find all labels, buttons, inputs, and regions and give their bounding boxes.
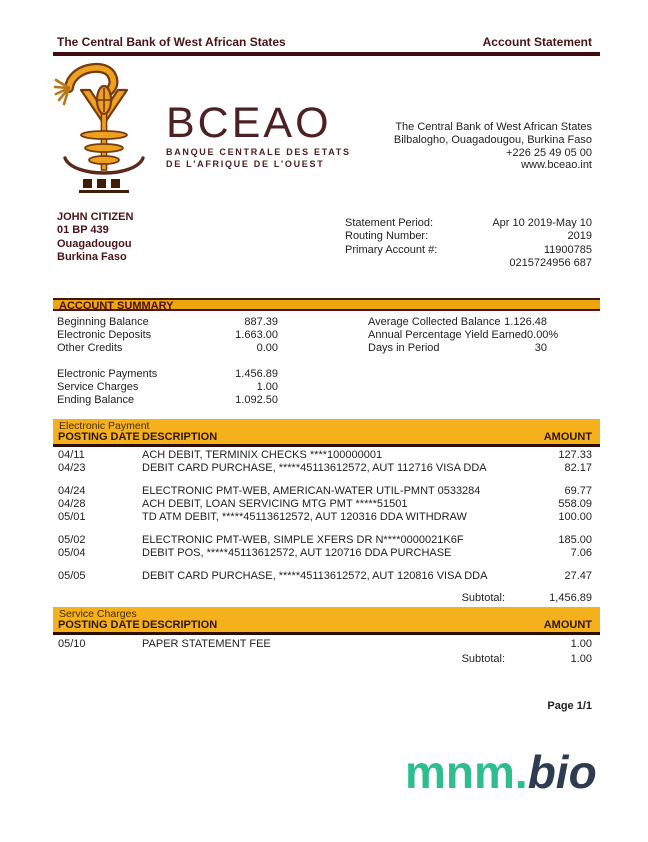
column-posting-date: POSTING DATE [58,619,140,631]
summary-value: 1.00 [256,381,278,393]
electronic-payments-rows [53,449,600,583]
cell-posting-date: 04/28 [58,498,86,510]
table-row [53,462,600,475]
cell-amount: 27.47 [564,570,592,582]
account-summary-header [53,298,600,311]
logo-acronym: BCEAO [166,99,332,147]
subtotal-label: Subtotal: [461,653,505,665]
statement-info-value: 2019 [567,230,592,243]
service-charges-subtotal [53,653,600,666]
bceao-logo-text [166,99,351,170]
cell-amount: 82.17 [564,462,592,474]
summary-label: Service Charges [57,381,139,393]
cell-amount: 69.77 [564,485,592,497]
statement-info-label: Primary Account #: [345,243,438,256]
header-bank-name: The Central Bank of West African States [57,35,286,49]
subtotal-value: 1,456.89 [549,592,592,604]
table-row [53,498,600,511]
summary-label: Electronic Payments [57,368,158,380]
bank-address-block [394,121,592,172]
cell-description: ELECTRONIC PMT-WEB, SIMPLE XFERS DR N****0000021K6F [142,534,464,546]
cell-posting-date: 04/23 [58,462,86,474]
account-summary-left-column [57,316,278,407]
cell-description: DEBIT CARD PURCHASE, *****45113612572, AUT 112716 VISA DDA [142,462,487,474]
logo-tagline-line1: BANQUE CENTRALE DES ETATS [166,147,351,157]
customer-address-line: Burkina Faso [57,251,127,264]
statement-info-labels [345,217,437,257]
statement-info-value: Apr 10 2019-May 10 [492,217,592,229]
cell-amount: 558.09 [558,498,592,510]
column-description: DESCRIPTION [142,619,218,631]
customer-address-block [57,211,133,265]
cell-description: DEBIT CARD PURCHASE, *****45113612572, AUT 120816 VISA DDA [142,570,488,582]
bank-address-line: +226 25 49 05 00 [506,146,592,159]
statement-info-value: 0215724956 687 [509,257,592,270]
cell-posting-date: 05/02 [58,534,86,546]
summary-row [57,368,278,381]
cell-amount: 1.00 [570,638,592,650]
summary-label: Electronic Deposits [57,329,152,341]
account-summary-title: ACCOUNT SUMMARY [59,300,174,312]
summary-label: Days in Period [368,342,440,354]
summary-value: 0.00% [527,329,559,341]
summary-label: Beginning Balance [57,316,149,328]
cell-amount: 127.33 [558,449,592,461]
summary-label: Annual Percentage Yield Earned [368,329,528,341]
customer-address-line: JOHN CITIZEN [57,211,134,223]
table-row [53,534,600,547]
logo-tagline-line2: DE L'AFRIQUE DE L'OUEST [166,159,325,169]
table-row [53,547,600,560]
statement-info-label: Routing Number: [345,230,429,243]
cell-posting-date: 05/05 [58,570,86,582]
cell-posting-date: 05/04 [58,547,86,559]
subtotal-label: Subtotal: [461,592,505,604]
column-posting-date: POSTING DATE [58,431,140,443]
table-row [53,511,600,524]
bank-address-line: www.bceao.int [521,159,592,172]
summary-value: 1.092.50 [235,394,278,406]
statement-info-values [492,217,592,271]
cell-amount: 185.00 [558,534,592,546]
cell-description: ACH DEBIT, LOAN SERVICING MTG PMT *****51501 [142,498,408,510]
column-amount: AMOUNT [543,431,592,443]
summary-row [57,381,278,394]
service-charges-column-headers [53,619,600,632]
summary-row [57,329,278,342]
cell-posting-date: 05/10 [58,638,86,650]
summary-row [368,316,547,329]
electronic-payments-column-headers [53,431,600,444]
cell-amount: 100.00 [558,511,592,523]
mnm-bio-watermark [405,746,597,798]
statement-info-label: Statement Period: [345,217,434,229]
table-row [53,570,600,583]
summary-value: 1.663.00 [235,329,278,341]
watermark-suffix: bio [527,746,597,798]
summary-label: Average Collected Balance [368,316,501,328]
cell-amount: 7.06 [570,547,592,559]
bank-address-line: Bilbalogho, Ouagadougou, Burkina Faso [393,133,592,146]
summary-row [368,342,547,355]
customer-address-line: Ouagadougou [57,237,132,250]
page-number: Page 1/1 [547,700,592,712]
summary-label: Ending Balance [57,394,135,406]
bank-address-line: The Central Bank of West African States [395,121,592,133]
service-charges-header [53,607,600,635]
cell-posting-date: 05/01 [58,511,86,523]
column-description: DESCRIPTION [142,431,218,443]
electronic-payments-subtotal [53,592,600,605]
electronic-payments-header [53,419,600,447]
cell-posting-date: 04/11 [58,449,85,461]
cell-description: DEBIT POS, *****45113612572, AUT 120716 DDA PURCHASE [142,547,452,559]
summary-row [57,342,278,355]
summary-value: 0.00 [256,342,278,354]
summary-row [57,355,278,368]
cell-description: PAPER STATEMENT FEE [142,638,271,650]
cell-posting-date: 04/24 [58,485,86,497]
cell-description: ACH DEBIT, TERMINIX CHECKS ****100000001 [142,449,383,461]
cell-description: ELECTRONIC PMT-WEB, AMERICAN-WATER UTIL-PMNT 0533284 [142,485,481,497]
summary-value: 887.39 [244,316,278,328]
watermark-prefix: mnm. [405,746,528,798]
statement-info-value: 11900785 [543,243,592,256]
summary-row [57,394,278,407]
table-row [53,485,600,498]
summary-row [368,329,559,342]
summary-row [57,316,278,329]
account-summary-right-column [368,316,559,355]
summary-label: Other Credits [57,342,123,354]
customer-address-line: 01 BP 439 [57,224,109,237]
summary-value: 30 [534,342,547,354]
summary-value: 1.126.48 [504,316,547,328]
table-row [53,638,600,651]
header-doc-title: Account Statement [482,35,592,49]
service-charges-rows [53,638,600,651]
bceao-goldweight-icon [53,60,155,194]
table-row [53,449,600,462]
column-amount: AMOUNT [543,619,592,631]
electronic-payments-title: Electronic Payment [59,420,150,432]
summary-value: 1.456.89 [235,368,278,380]
subtotal-value: 1.00 [570,653,592,665]
cell-description: TD ATM DEBIT, *****45113612572, AUT 120316 DDA WITHDRAW [142,511,467,523]
service-charges-title: Service Charges [59,608,137,620]
header-rule [53,52,600,56]
